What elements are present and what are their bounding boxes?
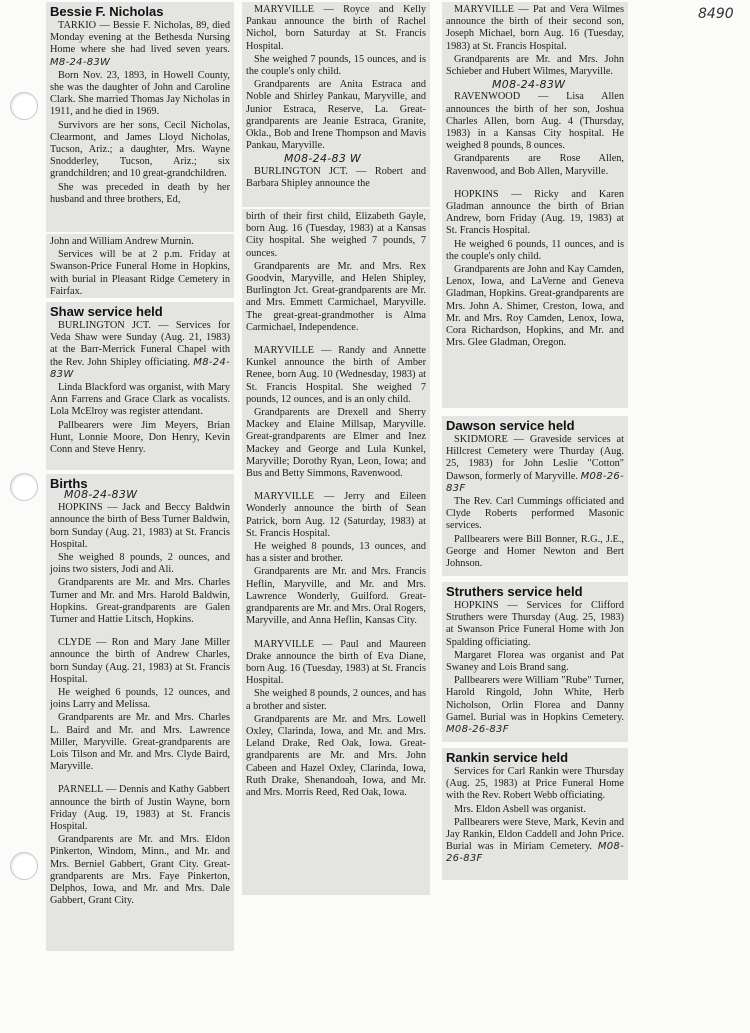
binder-hole bbox=[10, 473, 38, 501]
births-column-3 bbox=[442, 2, 628, 408]
obituary-nicholas-continued bbox=[46, 234, 234, 298]
page-number: 8490 bbox=[698, 6, 734, 22]
paragraph: Services for Carl Rankin were Thursday (Aug. 25, 1983) at Price Funeral Home with the Rev. Robert Webb officiating. bbox=[446, 766, 624, 802]
paragraph: birth of their first child, Elizabeth Gayle, born Aug. 16 (Tuesday, 1983) at a Kansas City hospital. She weighed 7 pounds, 7 ounces. bbox=[246, 211, 426, 259]
paragraph: Grandparents are John and Kay Camden, Lenox, Iowa, and LaVerne and Geneva Gladman, Hopkins. Great-grandparents are Mrs. John A. Shimer, Creston, Iowa, and Mr. and Mrs. Roy Camden, Lenox, Iowa, Cora Richardson, Hopkins, and Mr. and Mrs. Glee Gladman, Oregon. bbox=[446, 264, 624, 349]
paragraph: Grandparents are Rose Allen, Ravenwood, and Bob Allen, Maryville. bbox=[446, 153, 624, 177]
paragraph: Pallbearers were Bill Bonner, R.G., J.E., George and Homer Newton and Bert Johnson. bbox=[446, 533, 624, 570]
paragraph: HOPKINS — Ricky and Karen Gladman announce the birth of Brian Andrew, born Friday (Aug. 19, 1983) at St. Francis Hospital. bbox=[446, 188, 624, 237]
paragraph: BURLINGTON JCT. — Services for Veda Shaw were Sunday (Aug. 21, 1983) at the Barr-Merrick Funeral Chapel with the Rev. John Shipley officiating. M8-24-83W bbox=[50, 320, 230, 380]
headline: Births bbox=[50, 476, 88, 491]
paragraph: CLYDE — Ron and Mary Jane Miller announce the birth of Andrew Charles, born Sunday (Aug. 21, 1983) at St. Francis Hospital. bbox=[50, 637, 230, 685]
paragraph: MARYVILLE — Paul and Maureen Drake announce the birth of Eva Diane, born Aug. 16 (Tuesday, 1983) at St. Francis Hospital. bbox=[246, 638, 426, 687]
headline: Struthers service held bbox=[446, 584, 583, 599]
paragraph: He weighed 8 pounds, 13 ounces, and has a sister and brother. bbox=[246, 541, 426, 565]
handwritten-date: M08-24-83W bbox=[492, 78, 566, 92]
headline: Rankin service held bbox=[446, 750, 569, 765]
obituary-dawson bbox=[442, 416, 628, 576]
handwritten-date: M08-26-83F bbox=[446, 724, 509, 736]
headline: Shaw service held bbox=[50, 304, 163, 319]
paragraph: The Rev. Carl Cummings officiated and Clyde Roberts performed Masonic services. bbox=[446, 496, 624, 532]
paragraph: Grandparents are Mr. and Mrs. Eldon Pinkerton, Windom, Minn., and Mr. and Mrs. Berniel Gabbert, Grant City. Great-grandparents are Mrs. Faye Pinkerton, Delphos, Iowa, and Mr. and Mrs. Dale Gabbert, Grant City. bbox=[50, 834, 230, 907]
paragraph: Pallbearers were Jim Meyers, Brian Hunt, Lonnie Moore, Don Henry, Kevin Conn and Steve Henry. bbox=[50, 419, 230, 456]
paragraph: RAVENWOOD — Lisa Allen announces the birth of her son, Joshua Charles Allen, born Aug. 4 (Thursday, 1983) in a Kansas City hospital. He weighed 8 pounds, 8 ounces. bbox=[446, 91, 624, 152]
paragraph: She weighed 7 pounds, 15 ounces, and is the couple's only child. bbox=[246, 53, 426, 78]
paragraph: Grandparents are Drexell and Sherry Mackey and Elaine Millsap, Maryville. Great-grandparents are Elmer and Inez Mackey and George and Lula Kunkel, Maryville; Dorothy Ryan, Leon, Iowa; and Bus and Betty Simmons, Ravenwood. bbox=[246, 407, 426, 480]
obituary-rankin bbox=[442, 748, 628, 880]
paragraph: HOPKINS — Services for Clifford Struthers were Thursday (Aug. 25, 1983) at Swanson Price Funeral Home with Jon Spalding officiating. bbox=[446, 600, 624, 648]
paragraph: Grandparents are Mr. and Mrs. Rex Goodvin, Maryville, and Helen Shipley, Burlington Jct. Great-grandparents are Mr. and Mrs. Emmett Carmichael, Maryville. The great-great-grandmother is Alma Carmichael, Independence. bbox=[246, 260, 426, 333]
paragraph: SKIDMORE — Graveside services at Hillcrest Cemetery were Thurday (Aug. 25, 1983) for John Leslie "Cotton" Dawson, formerly of Maryville. M08-26-83F bbox=[446, 434, 624, 494]
paragraph: She weighed 8 pounds, 2 ounces, and joins two sisters, Jodi and Ali. bbox=[50, 552, 230, 576]
paragraph: PARNELL — Dennis and Kathy Gabbert announce the birth of Justin Wayne, born Friday (Aug. 19, 1983) at St. Francis Hospital. bbox=[50, 784, 230, 833]
handwritten-date: M08-24-83 W bbox=[284, 152, 362, 166]
paragraph: MARYVILLE — Randy and Annette Kunkel announce the birth of Amber Renee, born Aug. 10 (Wednesday, 1983) at St. Francis Hospital. She weighed 7 pounds, 12 ounces, and is an only child. bbox=[246, 345, 426, 405]
binder-hole bbox=[10, 852, 38, 880]
paragraph: HOPKINS — Jack and Beccy Baldwin announce the birth of Bess Turner Baldwin, born Sunday (Aug. 21, 1983) at St. Francis Hospital. bbox=[50, 502, 230, 550]
headline: Dawson service held bbox=[446, 418, 575, 433]
births-column-2 bbox=[242, 209, 430, 895]
paragraph: BURLINGTON JCT. — Robert and Barbara Shipley announce the bbox=[246, 165, 426, 189]
obituary-struthers bbox=[442, 582, 628, 742]
binder-hole bbox=[10, 92, 38, 120]
handwritten-date: M8-24-83W bbox=[50, 356, 230, 380]
paragraph: Services will be at 2 p.m. Friday at Swanson-Price Funeral Home in Hopkins, with burial in Pleasant Ridge Cemetery in Fairfax. bbox=[50, 249, 230, 297]
paragraph: He weighed 6 pounds, 11 ounces, and is the couple's only child. bbox=[446, 238, 624, 262]
paragraph: Pallbearers were William "Rube" Turner, Harold Ringold, John White, Herb Nicholson, Orlin Florea and Danny Gamel. Burial was in Hopkins Cemetery. M08-26-83F bbox=[446, 675, 624, 736]
paragraph: John and William Andrew Murnin. bbox=[50, 236, 194, 247]
paragraph: Margaret Florea was organist and Pat Swaney and Lois Brand sang. bbox=[446, 649, 624, 674]
paragraph: Linda Blackford was organist, with Mary Ann Farrens and Grace Clark as vocalists. Lola McElroy was register attendant. bbox=[50, 382, 230, 418]
handwritten-date: M08-26-83F bbox=[446, 470, 624, 494]
paragraph: TARKIO — Bessie F. Nicholas, 89, died Monday evening at the Bethesda Nursing Home where she had lived seven years. M8-24-83W bbox=[50, 20, 230, 68]
paragraph: Pallbearers were Steve, Mark, Kevin and Jay Rankin, Eldon Caddell and John Price. Burial was in Miriam Cemetery. M08-26-83F bbox=[446, 816, 625, 865]
paragraph: Born Nov. 23, 1893, in Howell County, she was the daughter of John and Caroline Clark. She married Thomas Jay Nicholas in 1911, and he died in 1969. bbox=[50, 69, 230, 118]
paragraph: Grandparents are Mr. and Mrs. Francis Heflin, Maryville, and Mr. and Mrs. Lawrence Wonderly, Guilford. Great-grandparents are Mr. and Mrs. Oral Rogers, Maryville, and Anna Heflin, Kansas City. bbox=[246, 566, 426, 627]
handwritten-date: M08-26-83F bbox=[446, 841, 625, 865]
obituary-nicholas bbox=[46, 2, 234, 232]
paragraph: Grandparents are Mr. and Mrs. Charles L. Baird and Mr. and Mrs. Lawrence Miller, Maryville. Great-grandparents are Lois Tilson and Mr. and Mrs. Clyde Baird, Maryville. bbox=[50, 712, 230, 773]
handwritten-date: M08-24-83W bbox=[64, 488, 138, 501]
paragraph: She weighed 8 pounds, 2 ounces, and has a brother and sister. bbox=[246, 688, 426, 712]
handwritten-date: M8-24-83W bbox=[50, 56, 111, 68]
paragraph: Grandparents are Anita Estraca and Noble and Shirley Pankau, Maryville, and Junior Estraca, Reserve, La. Great-grandparents are Jeanie Estraca, Granite, Okla., Bob and Irene Thompson and Mavis Pankau, Maryville. bbox=[246, 79, 426, 152]
births-column bbox=[46, 474, 234, 951]
obituary-shaw bbox=[46, 302, 234, 470]
paragraph: MARYVILLE — Jerry and Eileen Wonderly announce the birth of Sean Patrick, born Aug. 12 (Saturday, 1983) at St. Francis Hospital. bbox=[246, 491, 426, 539]
headline: Bessie F. Nicholas bbox=[50, 4, 164, 19]
births-pankau-shipley bbox=[242, 2, 430, 207]
paragraph: Grandparents are Mr. and Mrs. John Schieber and Hubert Wilmes, Maryville. bbox=[446, 53, 624, 78]
paragraph: Survivors are her sons, Cecil Nicholas, Clearmont, and James Lloyd Nicholas, Tucson, Ariz.; a daughter, Mrs. Wayne Snodderley, Tucson, Ariz.; six grandchildren; and 10 great-grandchildren. bbox=[50, 119, 230, 180]
paragraph: She was preceded in death by her husband and three brothers, Ed, bbox=[50, 181, 230, 205]
paragraph: He weighed 6 pounds, 12 ounces, and joins Larry and Melissa. bbox=[50, 687, 230, 711]
paragraph: MARYVILLE — Pat and Vera Wilmes announce the birth of their second son, Joseph Michael, born Aug. 16 (Tuesday, 1983) at St. Francis Hospital. bbox=[446, 4, 624, 52]
paragraph: Grandparents are Mr. and Mrs. Lowell Oxley, Clarinda, Iowa, and Mr. and Mrs. Leland Drake, Red Oak, Iowa. Great-grandparents are Mr. and Mrs. John Cabeen and Hazel Oxley, Clarinda, Iowa, Ruth Drake, Shenandoah, Iowa, and Mr. and Mrs. Morris Reed, Red Oak, Iowa. bbox=[246, 713, 426, 798]
paragraph: MARYVILLE — Royce and Kelly Pankau announce the birth of Rachel Nichol, born Saturday at St. Francis Hospital. bbox=[246, 4, 426, 52]
paragraph: Grandparents are Mr. and Mrs. Charles Turner and Mr. and Mrs. Harold Baldwin, Hopkins. Great-grandparents are Galen Turner and Hattie Litsch, Hopkins. bbox=[50, 577, 230, 626]
paragraph: Mrs. Eldon Asbell was organist. bbox=[454, 803, 586, 815]
